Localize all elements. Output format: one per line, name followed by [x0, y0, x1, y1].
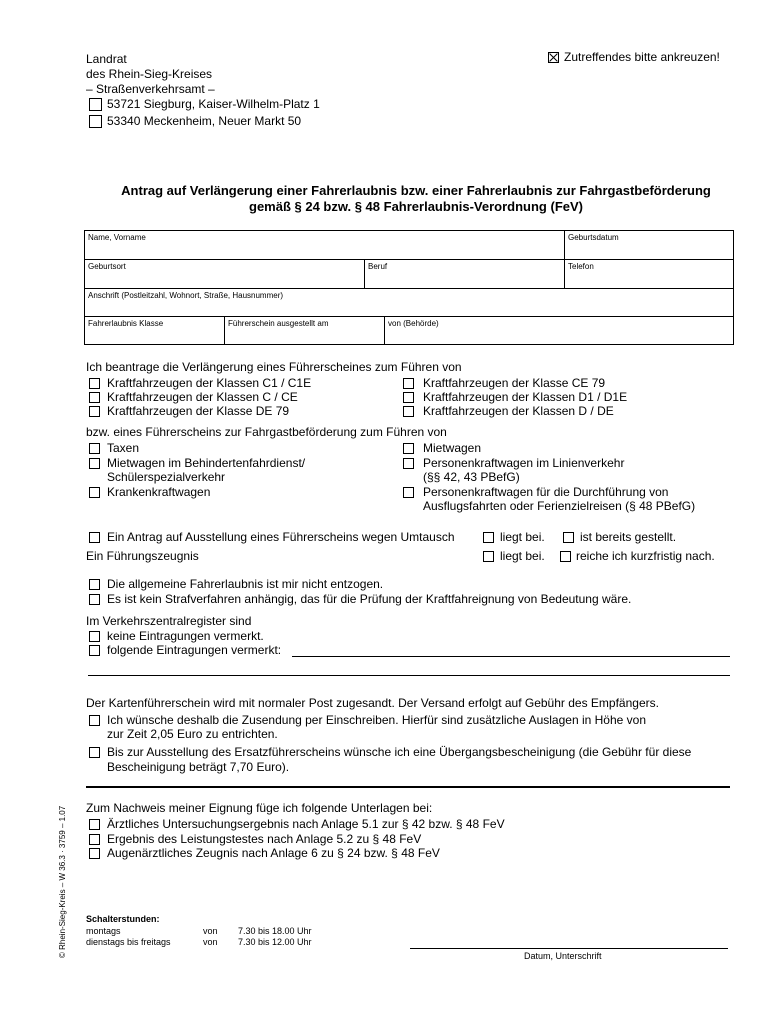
license-class-field[interactable]	[85, 317, 224, 344]
office-hours-title: Schalterstunden:	[86, 914, 160, 924]
request-intro: Ich beantrage die Verlängerung eines Führerscheines zum Führen von	[86, 360, 462, 374]
temporary-certificate-label: Bis zur Ausstellung des Ersatzführerscheins wünsche ich eine Übergangsbescheinigung (die Gebühr für diese	[107, 745, 692, 759]
temporary-certificate-label-2: Bescheinigung beträgt 7,70 Euro).	[107, 760, 290, 774]
form-title-line-1: Antrag auf Verlängerung einer Fahrerlaubnis bzw. einer Fahrerlaubnis zur Fahrgastbeförderung	[121, 183, 711, 198]
form-title-line-2: gemäß § 24 bzw. § 48 Fahrerlaubnis-Verordnung (FeV)	[249, 199, 583, 214]
license-class-field-label: Fahrerlaubnis Klasse	[88, 319, 164, 328]
exchange-attached-label: liegt bei.	[500, 530, 545, 544]
crossed-checkbox-icon	[548, 52, 559, 63]
registered-mail-label-2: zur Zeit 2,05 Euro zu entrichten.	[107, 727, 278, 741]
class-ce79-checkbox[interactable]	[403, 378, 414, 389]
rental-car-label: Mietwagen	[423, 441, 482, 455]
signature-line[interactable]	[410, 948, 728, 949]
class-d-de-checkbox[interactable]	[403, 406, 414, 417]
delivery-text: Der Kartenführerschein wird mit normaler Post zugesandt. Der Versand erfolgt auf Gebühr des Empfängers.	[86, 696, 659, 710]
section-divider	[86, 786, 730, 788]
exchange-attached-checkbox[interactable]	[483, 532, 494, 543]
birthplace-field-label: Geburtsort	[88, 262, 126, 271]
class-c-ce-label: Kraftfahrzeugen der Klassen C / CE	[107, 390, 298, 404]
registered-mail-label: Ich wünsche deshalb die Zusendung per Einschreiben. Hierfür sind zusätzliche Auslagen in Höhe von	[107, 713, 646, 727]
office-hours-days-2: dienstags bis freitags	[86, 937, 171, 947]
medical-report-label: Ärztliches Untersuchungsergebnis nach Anlage 5.1 zur § 42 bzw. § 48 FeV	[107, 817, 505, 831]
class-de79-checkbox[interactable]	[89, 406, 100, 417]
instruction-text: Zutreffendes bitte ankreuzen!	[564, 50, 720, 64]
birthdate-field-label: Geburtsdatum	[568, 233, 619, 242]
personal-data-table	[84, 230, 734, 345]
registry-following-checkbox[interactable]	[89, 645, 100, 656]
class-c1-c1e-checkbox[interactable]	[89, 378, 100, 389]
performance-test-label: Ergebnis des Leistungstestes nach Anlage 5.2 zu § 48 FeV	[107, 832, 422, 846]
certificate-attached-checkbox[interactable]	[483, 551, 494, 562]
temporary-certificate-checkbox[interactable]	[89, 747, 100, 758]
authority-field-label: von (Behörde)	[388, 319, 439, 328]
class-d1-d1e-label: Kraftfahrzeugen der Klassen D1 / D1E	[423, 390, 628, 404]
class-d1-d1e-checkbox[interactable]	[403, 392, 414, 403]
address-field[interactable]	[85, 289, 733, 316]
office-hours-from-2: von	[203, 937, 218, 947]
office-hours-days-1: montags	[86, 926, 121, 936]
class-ce79-label: Kraftfahrzeugen der Klasse CE 79	[423, 376, 606, 390]
excursion-label-2: Ausflugsfahrten oder Ferienzielreisen (§ 48 PBefG)	[423, 499, 696, 513]
registry-entries-line-1[interactable]	[292, 656, 730, 657]
office-hours-from-1: von	[203, 926, 218, 936]
location-siegburg-checkbox[interactable]	[89, 98, 102, 111]
not-revoked-label: Die allgemeine Fahrerlaubnis ist mir nicht entzogen.	[107, 577, 384, 591]
registry-intro: Im Verkehrszentralregister sind	[86, 614, 252, 628]
disabled-transport-label: Mietwagen im Behindertenfahrdienst/	[107, 456, 306, 470]
addressee-line-2: des Rhein-Sieg-Kreises	[86, 67, 213, 81]
ambulance-label: Krankenkraftwagen	[107, 485, 211, 499]
scheduled-service-label-2: (§§ 42, 43 PBefG)	[423, 470, 520, 484]
disabled-transport-checkbox[interactable]	[89, 458, 100, 469]
location-meckenheim-checkbox[interactable]	[89, 115, 102, 128]
exchange-already-label: ist bereits gestellt.	[580, 530, 677, 544]
location-meckenheim-label: 53340 Meckenheim, Neuer Markt 50	[107, 114, 302, 128]
scheduled-service-label: Personenkraftwagen im Linienverkehr	[423, 456, 625, 470]
addressee-line-1: Landrat	[86, 52, 127, 66]
registry-none-checkbox[interactable]	[89, 631, 100, 642]
profession-field-label: Beruf	[368, 262, 388, 271]
issued-on-field-label: Führerschein ausgestellt am	[228, 319, 329, 328]
class-c1-c1e-label: Kraftfahrzeugen der Klassen C1 / C1E	[107, 376, 312, 390]
registered-mail-checkbox[interactable]	[89, 715, 100, 726]
issued-on-field[interactable]	[225, 317, 384, 344]
birthplace-field[interactable]	[85, 260, 364, 288]
phone-field-label: Telefon	[568, 262, 594, 271]
name-field-label: Name, Vorname	[88, 233, 146, 242]
registry-following-label: folgende Eintragungen vermerkt:	[107, 643, 282, 657]
rental-car-checkbox[interactable]	[403, 443, 414, 454]
no-proceedings-checkbox[interactable]	[89, 594, 100, 605]
passenger-intro: bzw. eines Führerscheins zur Fahrgastbeförderung zum Führen von	[86, 425, 447, 439]
certificate-label: Ein Führungszeugnis	[86, 549, 199, 563]
location-siegburg-label: 53721 Siegburg, Kaiser-Wilhelm-Platz 1	[107, 97, 320, 111]
profession-field[interactable]	[365, 260, 564, 288]
phone-field[interactable]	[565, 260, 733, 288]
birthdate-field[interactable]	[565, 231, 733, 259]
taxi-checkbox[interactable]	[89, 443, 100, 454]
office-hours-time-2: 7.30 bis 12.00 Uhr	[238, 937, 312, 947]
footer-code: © Rhein-Sieg-Kreis – W 36.3 · 3759 – 1.07	[58, 805, 67, 958]
exchange-checkbox[interactable]	[89, 532, 100, 543]
ambulance-checkbox[interactable]	[89, 487, 100, 498]
class-de79-label: Kraftfahrzeugen der Klasse DE 79	[107, 404, 290, 418]
class-d-de-label: Kraftfahrzeugen der Klassen D / DE	[423, 404, 614, 418]
scheduled-service-checkbox[interactable]	[403, 458, 414, 469]
authority-field[interactable]	[385, 317, 733, 344]
exchange-already-checkbox[interactable]	[563, 532, 574, 543]
performance-test-checkbox[interactable]	[89, 834, 100, 845]
medical-report-checkbox[interactable]	[89, 819, 100, 830]
no-proceedings-label: Es ist kein Strafverfahren anhängig, das für die Prüfung der Kraftfahreignung von Bedeutung wäre.	[107, 592, 632, 606]
documents-intro: Zum Nachweis meiner Eignung füge ich folgende Unterlagen bei:	[86, 801, 433, 815]
eye-report-label: Augenärztliches Zeugnis nach Anlage 6 zu § 24 bzw. § 48 FeV	[107, 846, 440, 860]
office-hours-time-1: 7.30 bis 18.00 Uhr	[238, 926, 312, 936]
excursion-checkbox[interactable]	[403, 487, 414, 498]
registry-entries-line-2[interactable]	[88, 675, 730, 676]
registry-none-label: keine Eintragungen vermerkt.	[107, 629, 264, 643]
certificate-later-checkbox[interactable]	[560, 551, 571, 562]
not-revoked-checkbox[interactable]	[89, 579, 100, 590]
certificate-later-label: reiche ich kurzfristig nach.	[576, 549, 715, 563]
excursion-label: Personenkraftwagen für die Durchführung von	[423, 485, 669, 499]
name-field[interactable]	[85, 231, 564, 259]
addressee-line-3: – Straßenverkehrsamt –	[86, 82, 215, 96]
class-c-ce-checkbox[interactable]	[89, 392, 100, 403]
address-field-label: Anschrift (Postleitzahl, Wohnort, Straße, Hausnummer)	[88, 291, 284, 300]
signature-label: Datum, Unterschrift	[524, 951, 602, 961]
eye-report-checkbox[interactable]	[89, 848, 100, 859]
certificate-attached-label: liegt bei.	[500, 549, 545, 563]
disabled-transport-label-2: Schülerspezialverkehr	[107, 470, 226, 484]
exchange-label: Ein Antrag auf Ausstellung eines Führerscheins wegen Umtausch	[107, 530, 455, 544]
taxi-label: Taxen	[107, 441, 140, 455]
